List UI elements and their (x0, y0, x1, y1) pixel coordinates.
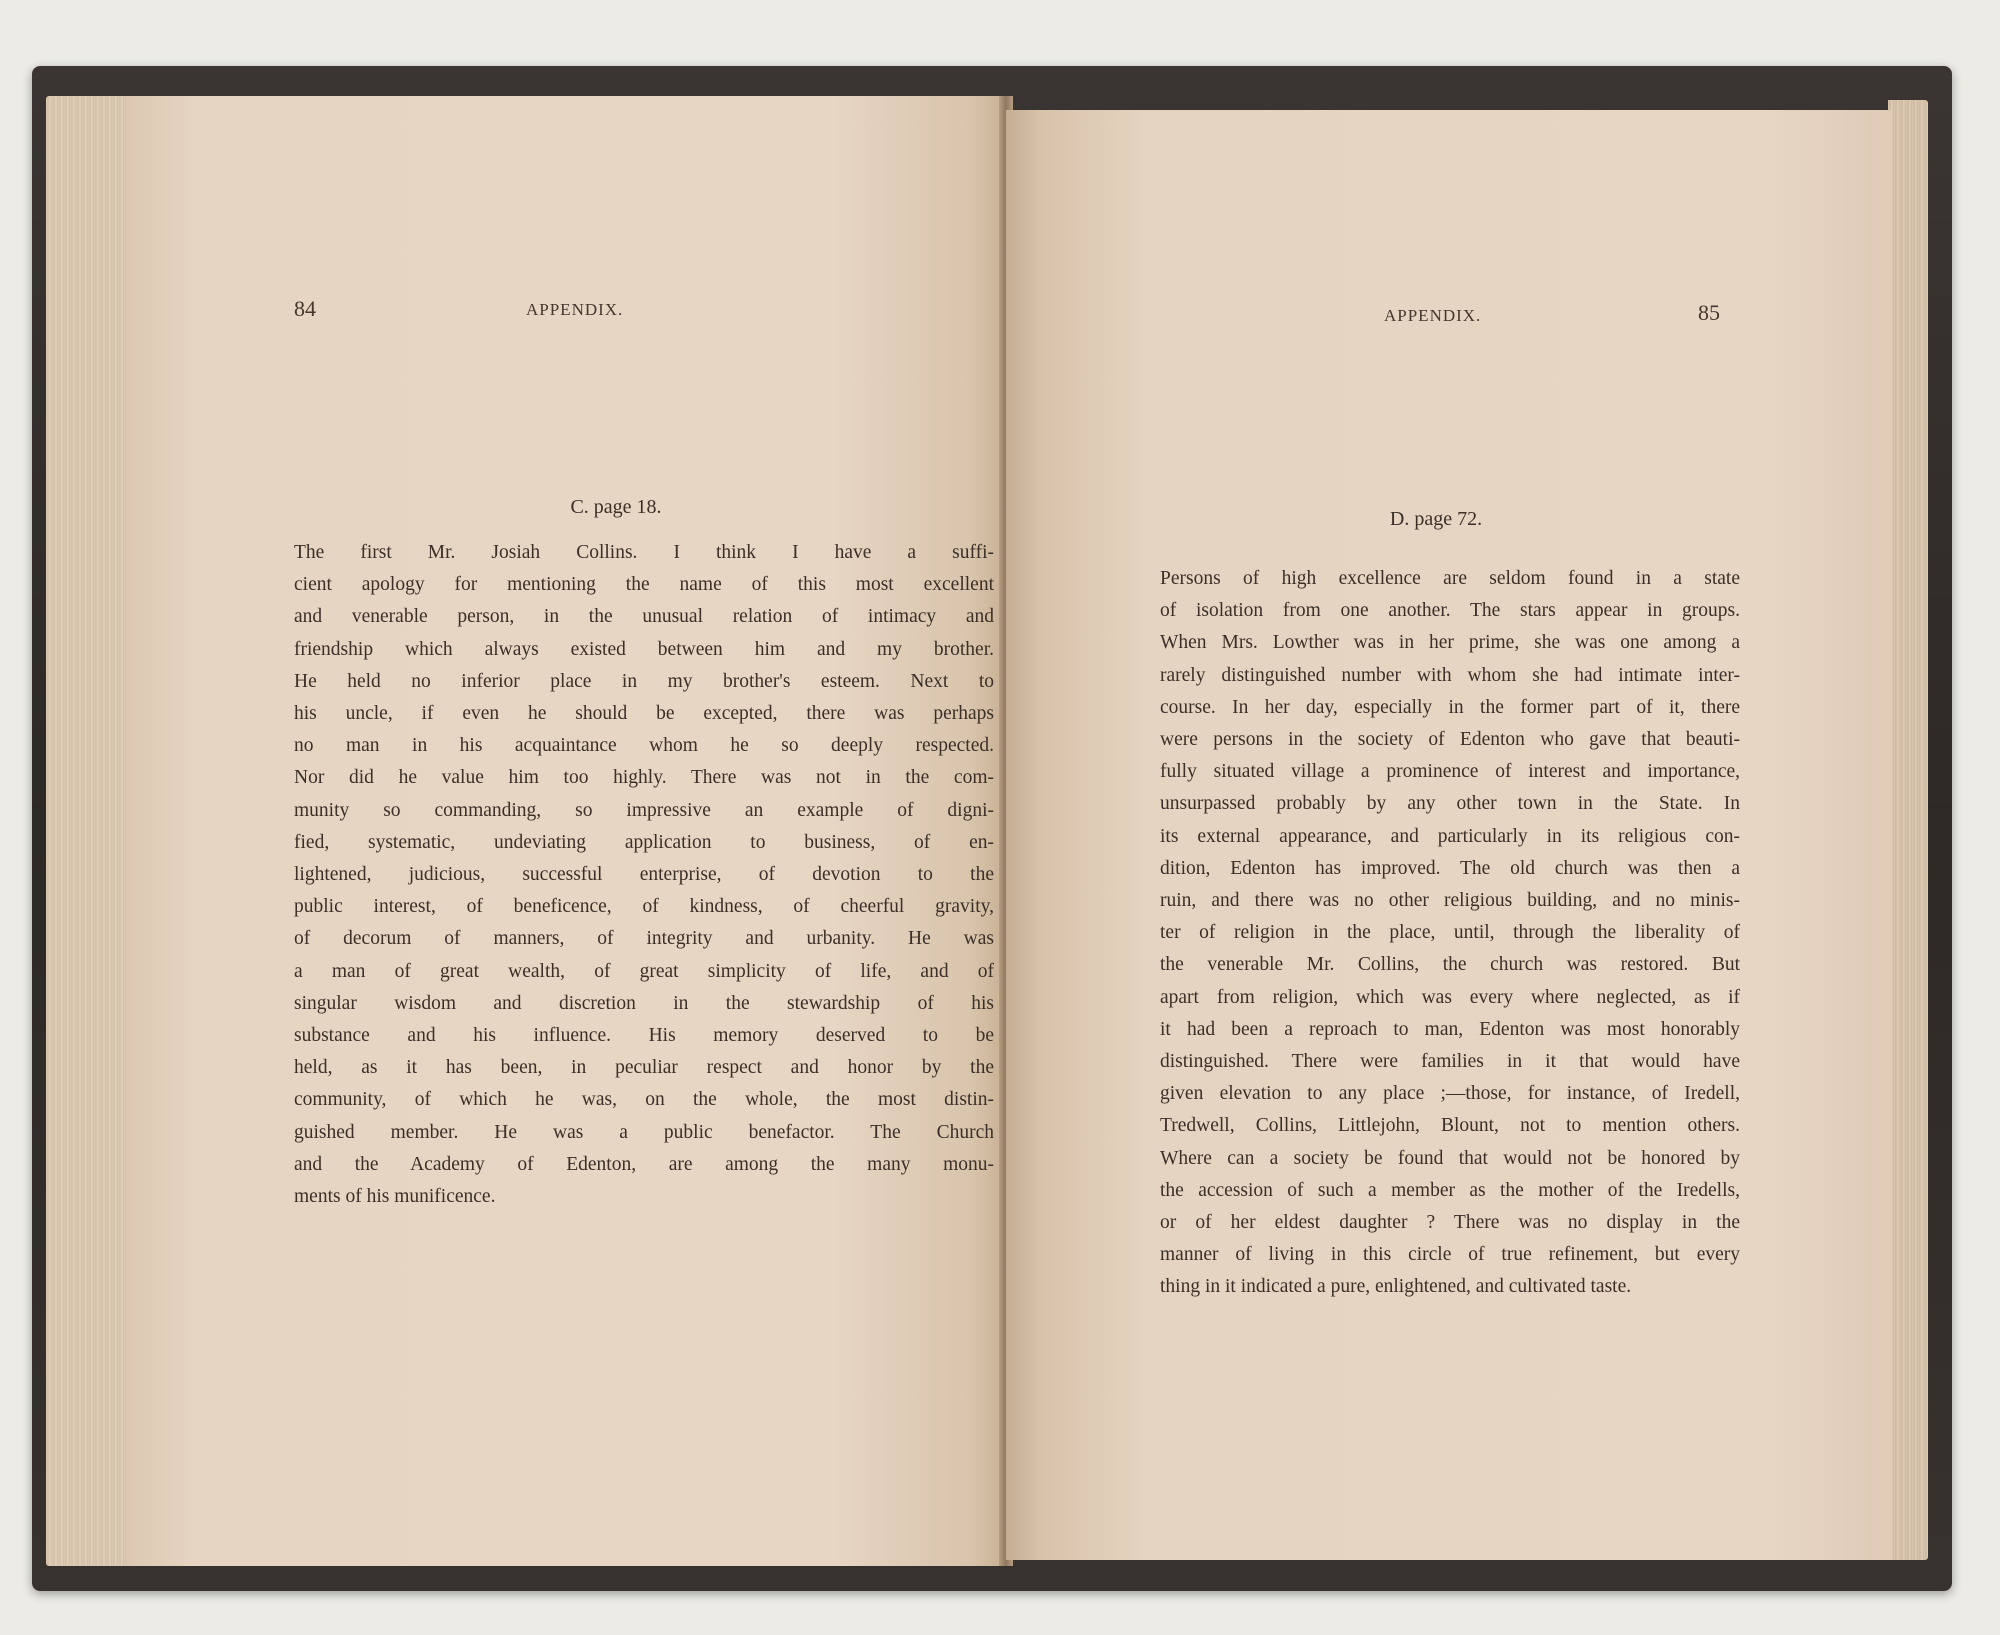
text-line: given elevation to any place ;—those, for instance, of Iredell, (1160, 1083, 1740, 1105)
text-line: and venerable person, in the unusual relation of intimacy and (294, 606, 994, 628)
text-line: were persons in the society of Edenton who gave that beauti- (1160, 729, 1740, 751)
text-line: When Mrs. Lowther was in her prime, she was one among a (1160, 632, 1740, 654)
body-text (1160, 563, 1740, 1304)
text-line: thing in it indicated a pure, enlightened, and cultivated taste. (1160, 1276, 1632, 1298)
text-line: ments of his munificence. (294, 1186, 496, 1208)
running-head: APPENDIX. (1384, 306, 1482, 325)
text-line: Nor did he value him too highly. There was not in the com- (294, 767, 994, 789)
text-line: guished member. He was a public benefactor. The Church (294, 1121, 994, 1143)
text-line: and the Academy of Edenton, are among the many monu- (294, 1153, 994, 1175)
text-line: Persons of high excellence are seldom found in a state (1160, 568, 1740, 589)
text-line: The first Mr. Josiah Collins. I think I have a suffi- (294, 542, 994, 563)
text-line: distinguished. There were families in it that would have (1160, 1051, 1740, 1073)
page-edges-right (1888, 100, 1928, 1560)
page-edges-left (46, 96, 136, 1566)
section-heading: D. page 72. (1389, 508, 1483, 530)
text-line: of isolation from one another. The stars appear in groups. (1160, 600, 1740, 622)
text-line: friendship which always existed between him and my brother. (294, 638, 994, 660)
text-line: rarely distinguished number with whom she had intimate inter- (1160, 664, 1740, 686)
body-text (294, 537, 994, 1213)
page-number: 84 (294, 296, 316, 321)
text-line: the accession of such a member as the mother of the Iredells, (1160, 1179, 1740, 1201)
text-line: manner of living in this circle of true refinement, but every (1160, 1244, 1740, 1266)
text-line: it had been a reproach to man, Edenton was most honorably (1160, 1018, 1740, 1040)
text-line: munity so commanding, so impressive an example of digni- (294, 799, 994, 821)
text-line: no man in his acquaintance whom he so deeply respected. (294, 735, 994, 757)
text-line: singular wisdom and discretion in the stewardship of his (294, 992, 994, 1014)
left-page (126, 96, 1006, 1566)
text-line: of decorum of manners, of integrity and urbanity. He was (294, 928, 994, 950)
text-line: Where can a society be found that would not be honored by (1160, 1147, 1740, 1169)
right-page (1006, 110, 1892, 1560)
text-line: public interest, of beneficence, of kindness, of cheerful gravity, (294, 896, 994, 918)
running-head: APPENDIX. (526, 300, 624, 319)
text-line: held, as it has been, in peculiar respect and honor by the (294, 1057, 994, 1079)
text-line: ruin, and there was no other religious building, and no minis- (1160, 890, 1740, 912)
text-line: dition, Edenton has improved. The old church was then a (1160, 857, 1740, 879)
text-line: a man of great wealth, of great simplicity of life, and of (294, 960, 994, 982)
text-line: Tredwell, Collins, Littlejohn, Blount, not to mention others. (1160, 1115, 1740, 1137)
text-line: course. In her day, especially in the former part of it, there (1160, 696, 1740, 718)
text-line: lightened, judicious, successful enterprise, of devotion to the (294, 864, 994, 886)
text-line: its external appearance, and particularly in its religious con- (1160, 825, 1740, 847)
section-heading: C. page 18. (570, 496, 662, 518)
page-number: 85 (1698, 300, 1720, 325)
text-line: fully situated village a prominence of interest and importance, (1160, 761, 1740, 783)
text-line: or of her eldest daughter ? There was no display in the (1160, 1212, 1740, 1234)
text-line: apart from religion, which was every where neglected, as if (1160, 986, 1740, 1008)
text-line: ter of religion in the place, until, through the liberality of (1160, 922, 1740, 944)
text-line: unsurpassed probably by any other town in the State. In (1160, 793, 1740, 815)
text-line: his uncle, if even he should be excepted, there was perhaps (294, 703, 994, 725)
text-line: substance and his influence. His memory deserved to be (294, 1025, 994, 1047)
text-line: the venerable Mr. Collins, the church was restored. But (1160, 954, 1740, 976)
text-line: cient apology for mentioning the name of this most excellent (294, 574, 994, 596)
text-line: fied, systematic, undeviating application to business, of en- (294, 831, 994, 853)
text-line: He held no inferior place in my brother's esteem. Next to (294, 670, 994, 692)
text-line: community, of which he was, on the whole, the most distin- (294, 1089, 994, 1111)
